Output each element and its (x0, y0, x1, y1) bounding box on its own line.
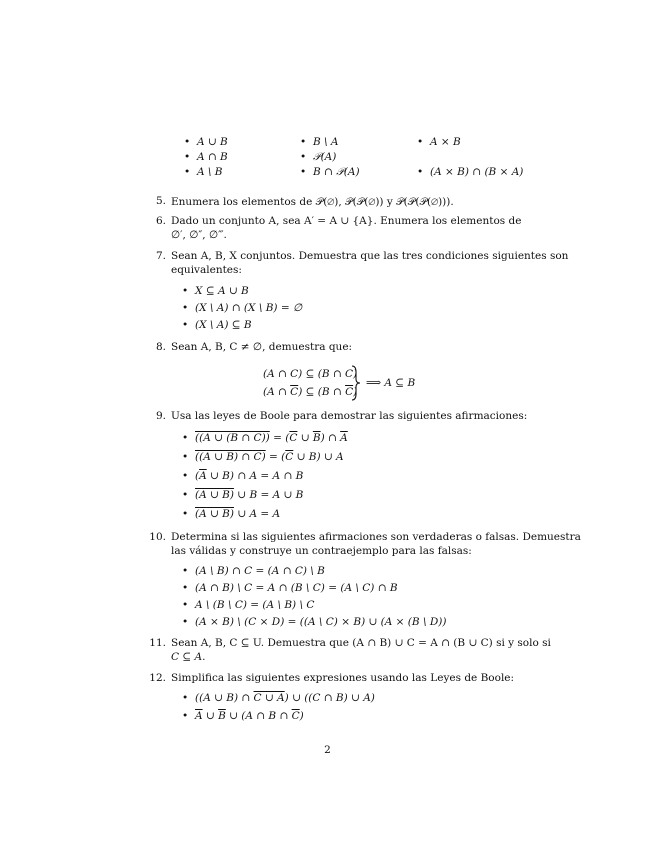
item-10-bullet-2: • (A ∩ B) \ C = A ∩ (B \ C) = (A \ C) ∩ B (195, 582, 398, 594)
item-9-bullet-3: • ($\overline{A}$ ∪ B) ∩ A = A ∩ B (195, 470, 303, 482)
item-number-8: 8. (155, 341, 166, 353)
item-text-10-line1: Determina si las siguientes afirmaciones son verdaderas o falsas. Demuestra (171, 531, 581, 543)
item-text-8: Sean A, B, C ≠ ∅, demuestra que: (171, 341, 353, 353)
item-text-5: Enumera los elementos de 𝒫(∅), 𝒫(𝒫(∅)) y 𝒫(𝒫(𝒫(∅))). (171, 196, 454, 208)
item-12-bullet-1: • ((A ∪ B) ∩ C ∪ A) ∪ ((C ∩ B) ∪ A) (195, 692, 375, 704)
item-number-7: 7. (155, 250, 166, 262)
item-text-12: Simplifica las siguientes expresiones usando las Leyes de Boole: (171, 672, 515, 684)
top-bullet-3-2: • (A × B) ∩ (B × A) (430, 166, 523, 178)
right-brace-icon (350, 364, 362, 402)
top-bullet-2-3: • B ∩ 𝒫(A) (313, 166, 360, 179)
item-7-bullet-1: • X ⊆ A ∪ B (195, 285, 249, 297)
item-12-bullet-2: • $\overline{A}$ ∪ $\overline{B}$ ∪ (A ∩ B ∩ $\overline{C}$) (195, 710, 304, 722)
item-number-10: 10. (149, 531, 166, 543)
item-number-12: 12. (149, 672, 166, 684)
item-7-bullet-2: • (X \ A) ∩ (X \ B) = ∅ (195, 302, 302, 314)
item-text-6-line1: Dado un conjunto A, sea A′ = A ∪ {A}. Enumera los elementos de (171, 215, 522, 227)
item-10-bullet-4: • (A × B) \ (C × D) = ((A \ C) × B) ∪ (A × (B \ D)) (195, 616, 446, 628)
top-bullet-2-2: • 𝒫(A) (313, 151, 336, 164)
item-text-7-line2: equivalentes: (171, 264, 242, 276)
item-number-9: 9. (155, 410, 166, 422)
item-9-bullet-5: • (A ∪ B) ∪ A = A (195, 508, 280, 520)
item-text-10-line2: las válidas y construye un contraejemplo para las falsas: (171, 545, 472, 557)
item-text-9: Usa las leyes de Boole para demostrar las siguientes afirmaciones: (171, 410, 528, 422)
item-text-7-line1: Sean A, B, X conjuntos. Demuestra que las tres condiciones siguientes son (171, 250, 569, 262)
item-9-bullet-4: • (A ∪ B) ∪ B = A ∪ B (195, 489, 303, 501)
item-7-bullet-3: • (X \ A) ⊆ B (195, 319, 252, 331)
page-number: 2 (324, 744, 331, 756)
item-text-11-line2: C ⊆ A. (171, 651, 206, 663)
item-9-bullet-1: • ((A ∪ (B ∩ $C)) = (\overline{C}$ ∪ $\overline{B}$) ∩ $\overline{A}$ (195, 432, 348, 444)
item-number-5: 5. (155, 195, 166, 207)
system-conclusion: ⟹ A ⊆ B (366, 377, 416, 389)
item-text-6-line2: ∅′, ∅″, ∅‴. (171, 229, 227, 241)
top-bullet-3-1: • A × B (430, 136, 461, 148)
top-bullet-1-2: • A ∩ B (197, 151, 228, 163)
item-text-11-line1: Sean A, B, C ⊆ U. Demuestra que (A ∩ B) ∪ C = A ∩ (B ∪ C) si y solo si (171, 637, 551, 649)
system-line-1: (A ∩ C) ⊆ (B ∩ C) (263, 368, 358, 380)
top-bullet-2-1: • B \ A (313, 136, 339, 148)
item-10-bullet-1: • (A \ B) ∩ C = (A ∩ C) \ B (195, 565, 325, 577)
item-number-11: 11. (149, 637, 166, 649)
item-number-6: 6. (155, 215, 166, 227)
item-10-bullet-3: • A \ (B \ C) = (A \ B) \ C (195, 599, 314, 611)
system-line-2: (A ∩ $\overline{C}$) ⊆ (B ∩ $\overline{C}$) (263, 386, 358, 398)
top-bullet-1-1: • A ∪ B (197, 136, 228, 148)
top-bullet-1-3: • A \ B (197, 166, 223, 178)
item-9-bullet-2: • ((A ∪ B) ∩ $C) = (\overline{C}$ ∪ B) ∪ A (195, 451, 344, 463)
